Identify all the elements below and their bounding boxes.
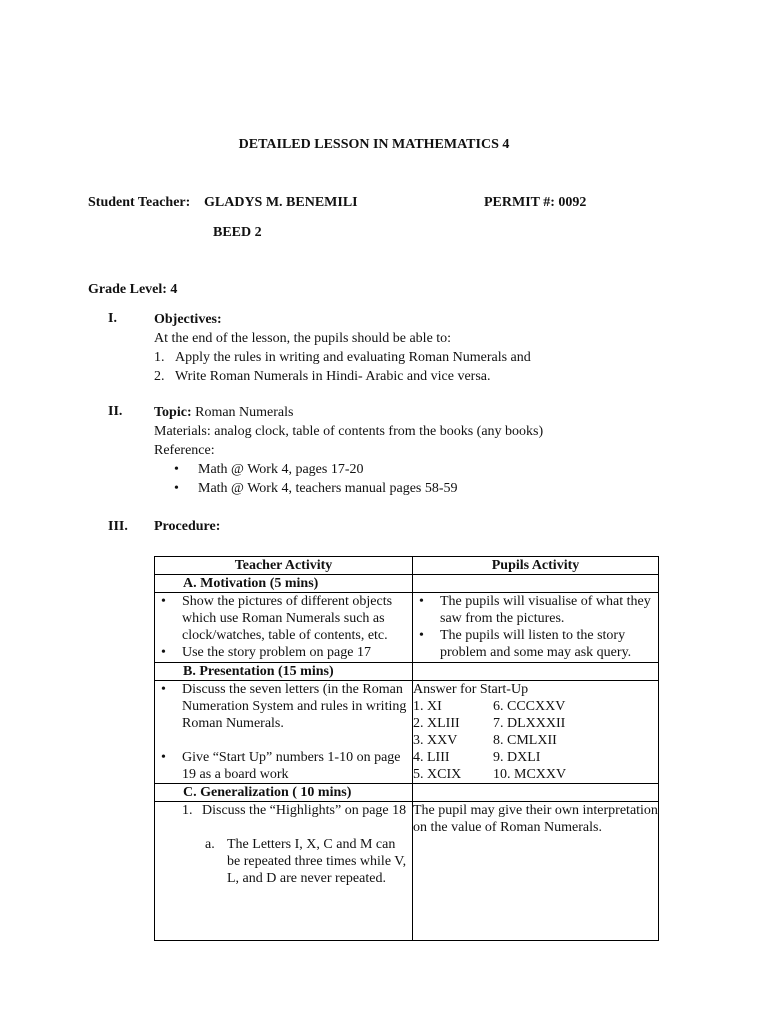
procedure-heading: Procedure: — [154, 519, 221, 534]
answer-item: 6. CCCXXV — [493, 699, 566, 714]
materials-text: Materials: analog clock, table of contents from the books (any books) — [154, 424, 544, 439]
course-label: BEED 2 — [213, 225, 262, 240]
answer-row — [413, 749, 658, 766]
answer-item: 1. XI — [413, 699, 442, 714]
generalization-pupils-cell: The pupil may give their own interpretation on the value of Roman Numerals. — [413, 802, 659, 941]
generalization-title-row — [155, 784, 659, 802]
answer-item: 5. XCIX — [413, 767, 462, 782]
topic-text: Roman Numerals — [191, 405, 294, 420]
list-item: • The pupils will visualise of what they saw from the pictures. — [413, 593, 658, 627]
answer-item: 10. MCXXV — [493, 767, 567, 782]
start-up-answers-cell — [413, 681, 659, 784]
section-numeral-iii: III. — [108, 519, 128, 534]
objective-item — [154, 367, 531, 386]
objective-number: 1. — [154, 350, 165, 365]
motivation-pupils-cell — [413, 593, 659, 663]
answer-row — [413, 715, 658, 732]
grade-level: Grade Level: 4 — [88, 282, 178, 297]
bullet-icon: • — [174, 481, 179, 496]
item-number: 1. — [182, 803, 193, 818]
item-text: The Letters I, X, C and M can be repeated three times while V, L, and D are never repeated. — [227, 837, 407, 886]
generalization-row — [155, 802, 659, 941]
objectives-heading: Objectives: — [154, 312, 222, 327]
list-item: • Give “Start Up” numbers 1-10 on page 19 as a board work — [155, 749, 412, 783]
answer-item: 9. DXLI — [493, 750, 541, 765]
objectives-intro: At the end of the lesson, the pupils should be able to: — [154, 331, 452, 346]
list-item: • Discuss the seven letters (in the Roman Numeration System and rules in writing Roman Numerals. — [155, 681, 412, 732]
answer-row — [413, 698, 658, 715]
reference-label: Reference: — [154, 443, 215, 458]
item-text: Discuss the “Highlights” on page 18 — [202, 803, 407, 818]
reference-item — [154, 479, 543, 498]
answer-row — [413, 732, 658, 749]
reference-text: Math @ Work 4, pages 17-20 — [198, 462, 364, 477]
motivation-title-row — [155, 575, 659, 593]
answer-item: 3. XXV — [413, 733, 458, 748]
reference-text: Math @ Work 4, teachers manual pages 58-59 — [198, 481, 458, 496]
answers-title: Answer for Start-Up — [413, 682, 529, 697]
page-title: DETAILED LESSON IN MATHEMATICS 4 — [238, 137, 510, 152]
answer-item: 7. DLXXXII — [493, 716, 566, 731]
answer-item: 2. XLIII — [413, 716, 460, 731]
section-numeral-i: I. — [108, 311, 117, 326]
motivation-row — [155, 593, 659, 663]
teacher-activity-header: Teacher Activity — [155, 557, 413, 575]
topic-line — [154, 403, 543, 422]
topic-block — [154, 403, 543, 498]
list-item: • Use the story problem on page 17 — [155, 644, 412, 661]
objective-number: 2. — [154, 369, 165, 384]
objective-item — [154, 348, 531, 367]
student-teacher-name: GLADYS M. BENEMILI — [204, 195, 358, 210]
presentation-title: B. Presentation (15 mins) — [155, 663, 413, 681]
presentation-teacher-cell — [155, 681, 413, 784]
motivation-teacher-cell — [155, 593, 413, 663]
pupils-activity-header: Pupils Activity — [413, 557, 659, 575]
student-teacher-label: Student Teacher: — [88, 195, 191, 210]
presentation-title-row — [155, 663, 659, 681]
section-numeral-ii: II. — [108, 404, 123, 419]
item-letter: a. — [205, 837, 215, 852]
objectives-block — [154, 310, 531, 386]
table-header-row — [155, 557, 659, 575]
list-item — [155, 836, 412, 887]
presentation-row — [155, 681, 659, 784]
answer-item: 4. LIII — [413, 750, 450, 765]
procedure-table — [154, 556, 659, 941]
objective-text: Apply the rules in writing and evaluating Roman Numerals and — [175, 350, 531, 365]
generalization-teacher-cell — [155, 802, 413, 941]
list-item — [155, 802, 412, 819]
motivation-title: A. Motivation (5 mins) — [155, 575, 413, 593]
list-item: • Show the pictures of different objects which use Roman Numerals such as clock/watches, table of contents, etc. — [155, 593, 412, 644]
list-item: • The pupils will listen to the story problem and some may ask query. — [413, 627, 658, 661]
permit-number: PERMIT #: 0092 — [484, 195, 587, 210]
answer-item: 8. CMLXII — [493, 733, 557, 748]
reference-item — [154, 460, 543, 479]
topic-heading: Topic: — [154, 405, 192, 420]
generalization-title: C. Generalization ( 10 mins) — [155, 784, 413, 802]
answer-row — [413, 766, 658, 783]
objective-text: Write Roman Numerals in Hindi- Arabic and vice versa. — [175, 369, 491, 384]
bullet-icon: • — [174, 462, 179, 477]
